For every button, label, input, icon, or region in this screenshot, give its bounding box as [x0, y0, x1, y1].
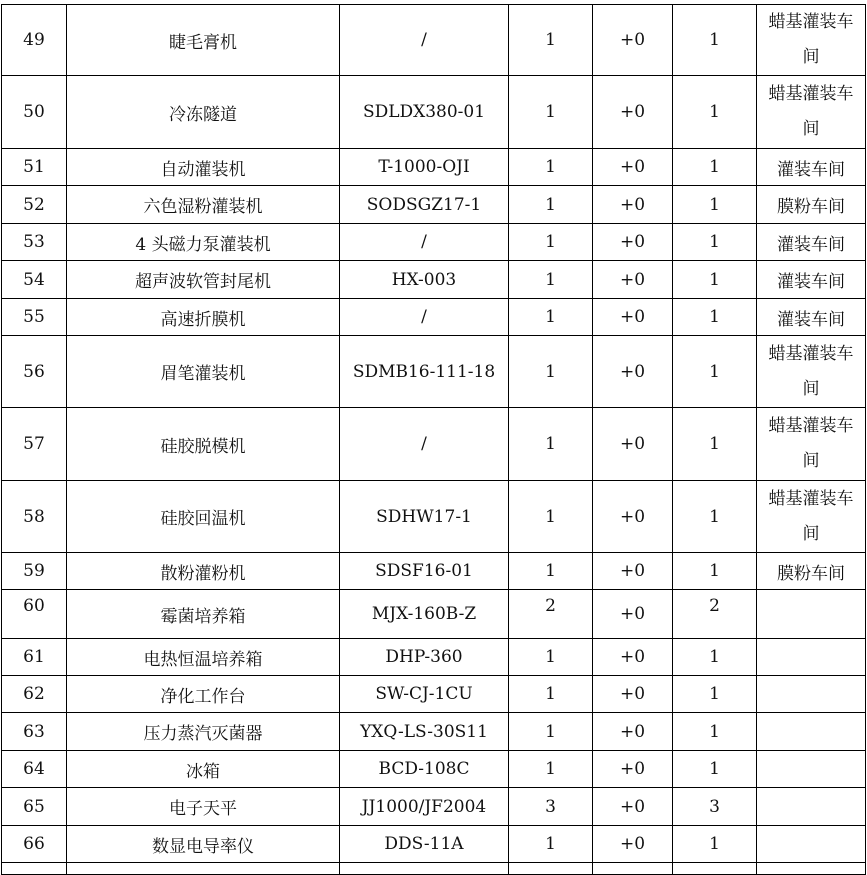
original-qty: 1: [509, 751, 593, 788]
table-row: [2, 408, 866, 481]
row-number: 62: [2, 676, 67, 713]
workshop: [757, 590, 866, 639]
total-qty: 1: [673, 408, 757, 481]
total-qty: [673, 863, 757, 875]
table-row: [2, 863, 866, 875]
equipment-model: YXQ-LS-30S11: [340, 713, 509, 751]
equipment-model: DDS-11A: [340, 826, 509, 863]
equipment-name: 压力蒸汽灭菌器: [67, 713, 340, 751]
original-qty: 2: [509, 590, 593, 639]
table-row: [2, 336, 866, 408]
total-qty: 1: [673, 76, 757, 149]
qty-change: +0: [593, 788, 673, 826]
workshop: [757, 788, 866, 826]
qty-change: +0: [593, 336, 673, 408]
original-qty: 1: [509, 5, 593, 76]
workshop: 灌装车间: [757, 149, 866, 186]
row-number: 50: [2, 76, 67, 149]
workshop: 蜡基灌装车间: [757, 336, 866, 408]
table-row: [2, 553, 866, 590]
total-qty: 1: [673, 751, 757, 788]
table-row: [2, 751, 866, 788]
row-number: 56: [2, 336, 67, 408]
row-number: 49: [2, 5, 67, 76]
table-row: [2, 299, 866, 336]
original-qty: [509, 863, 593, 875]
equipment-name: 六色湿粉灌装机: [67, 186, 340, 224]
row-number: 58: [2, 481, 67, 553]
total-qty: 1: [673, 5, 757, 76]
workshop: 蜡基灌装车间: [757, 408, 866, 481]
equipment-name: 数显电导率仪: [67, 826, 340, 863]
equipment-model: SDLDX380-01: [340, 76, 509, 149]
table-row: [2, 639, 866, 676]
qty-change: +0: [593, 261, 673, 299]
workshop: [757, 826, 866, 863]
qty-change: +0: [593, 481, 673, 553]
qty-change: +0: [593, 149, 673, 186]
original-qty: 1: [509, 481, 593, 553]
table-row: [2, 713, 866, 751]
equipment-name: 冰箱: [67, 751, 340, 788]
qty-change: +0: [593, 751, 673, 788]
original-qty: 1: [509, 639, 593, 676]
equipment-model: DHP-360: [340, 639, 509, 676]
row-number: 63: [2, 713, 67, 751]
equipment-name: 散粉灌粉机: [67, 553, 340, 590]
table-row: [2, 590, 866, 639]
equipment-name: 霉菌培养箱: [67, 590, 340, 639]
equipment-model: [340, 863, 509, 875]
equipment-table: [1, 4, 866, 875]
total-qty: 1: [673, 553, 757, 590]
qty-change: +0: [593, 553, 673, 590]
row-number: 52: [2, 186, 67, 224]
equipment-name: 4 头磁力泵灌装机: [67, 224, 340, 261]
equipment-model: SW-CJ-1CU: [340, 676, 509, 713]
original-qty: 1: [509, 186, 593, 224]
equipment-model: SDMB16-111-18: [340, 336, 509, 408]
original-qty: 1: [509, 299, 593, 336]
workshop: 蜡基灌装车间: [757, 481, 866, 553]
row-number: 54: [2, 261, 67, 299]
qty-change: +0: [593, 5, 673, 76]
original-qty: 1: [509, 224, 593, 261]
qty-change: +0: [593, 408, 673, 481]
original-qty: 1: [509, 713, 593, 751]
equipment-name: 自动灌装机: [67, 149, 340, 186]
equipment-model: /: [340, 299, 509, 336]
equipment-name: 电热恒温培养箱: [67, 639, 340, 676]
equipment-name: 净化工作台: [67, 676, 340, 713]
row-number: 60: [2, 590, 67, 639]
total-qty: 1: [673, 336, 757, 408]
row-number: 51: [2, 149, 67, 186]
qty-change: +0: [593, 639, 673, 676]
equipment-name: 电子天平: [67, 788, 340, 826]
row-number: 61: [2, 639, 67, 676]
table-row: [2, 261, 866, 299]
table-row: [2, 788, 866, 826]
original-qty: 1: [509, 553, 593, 590]
table-row: [2, 149, 866, 186]
qty-change: +0: [593, 676, 673, 713]
workshop: [757, 713, 866, 751]
row-number: 66: [2, 826, 67, 863]
total-qty: 1: [673, 186, 757, 224]
row-number: 65: [2, 788, 67, 826]
equipment-name: 超声波软管封尾机: [67, 261, 340, 299]
total-qty: 1: [673, 149, 757, 186]
workshop: [757, 863, 866, 875]
original-qty: 1: [509, 336, 593, 408]
equipment-model: JJ1000/JF2004: [340, 788, 509, 826]
total-qty: 1: [673, 224, 757, 261]
row-number: 64: [2, 751, 67, 788]
equipment-model: SDSF16-01: [340, 553, 509, 590]
total-qty: 1: [673, 261, 757, 299]
total-qty: 3: [673, 788, 757, 826]
total-qty: 1: [673, 676, 757, 713]
row-number: 55: [2, 299, 67, 336]
total-qty: 1: [673, 713, 757, 751]
total-qty: 1: [673, 826, 757, 863]
table-row: [2, 224, 866, 261]
workshop: 蜡基灌装车间: [757, 5, 866, 76]
workshop: 膜粉车间: [757, 186, 866, 224]
qty-change: +0: [593, 224, 673, 261]
workshop: 灌装车间: [757, 299, 866, 336]
original-qty: 1: [509, 261, 593, 299]
row-number: [2, 863, 67, 875]
equipment-name: 高速折膜机: [67, 299, 340, 336]
workshop: 灌装车间: [757, 261, 866, 299]
workshop: 蜡基灌装车间: [757, 76, 866, 149]
original-qty: 1: [509, 676, 593, 713]
qty-change: +0: [593, 299, 673, 336]
equipment-model: /: [340, 5, 509, 76]
qty-change: +0: [593, 76, 673, 149]
equipment-model: SODSGZ17-1: [340, 186, 509, 224]
qty-change: +0: [593, 713, 673, 751]
original-qty: 1: [509, 826, 593, 863]
equipment-name: 眉笔灌装机: [67, 336, 340, 408]
equipment-model: /: [340, 408, 509, 481]
equipment-name: 冷冻隧道: [67, 76, 340, 149]
row-number: 53: [2, 224, 67, 261]
equipment-model: SDHW17-1: [340, 481, 509, 553]
row-number: 57: [2, 408, 67, 481]
equipment-model: T-1000-OJI: [340, 149, 509, 186]
equipment-model: /: [340, 224, 509, 261]
table-row: [2, 826, 866, 863]
table-row: [2, 676, 866, 713]
equipment-model: HX-003: [340, 261, 509, 299]
total-qty: 1: [673, 481, 757, 553]
equipment-name: 睫毛膏机: [67, 5, 340, 76]
original-qty: 1: [509, 408, 593, 481]
table-row: [2, 481, 866, 553]
table-row: [2, 186, 866, 224]
qty-change: [593, 863, 673, 875]
workshop: 膜粉车间: [757, 553, 866, 590]
workshop: [757, 676, 866, 713]
original-qty: 1: [509, 76, 593, 149]
equipment-name: 硅胶脱模机: [67, 408, 340, 481]
original-qty: 3: [509, 788, 593, 826]
qty-change: +0: [593, 186, 673, 224]
total-qty: 2: [673, 590, 757, 639]
table-row: [2, 5, 866, 76]
workshop: [757, 751, 866, 788]
workshop: [757, 639, 866, 676]
qty-change: +0: [593, 826, 673, 863]
equipment-model: MJX-160B-Z: [340, 590, 509, 639]
equipment-name: [67, 863, 340, 875]
original-qty: 1: [509, 149, 593, 186]
total-qty: 1: [673, 639, 757, 676]
equipment-model: BCD-108C: [340, 751, 509, 788]
qty-change: +0: [593, 590, 673, 639]
table-row: [2, 76, 866, 149]
equipment-name: 硅胶回温机: [67, 481, 340, 553]
row-number: 59: [2, 553, 67, 590]
total-qty: 1: [673, 299, 757, 336]
workshop: 灌装车间: [757, 224, 866, 261]
